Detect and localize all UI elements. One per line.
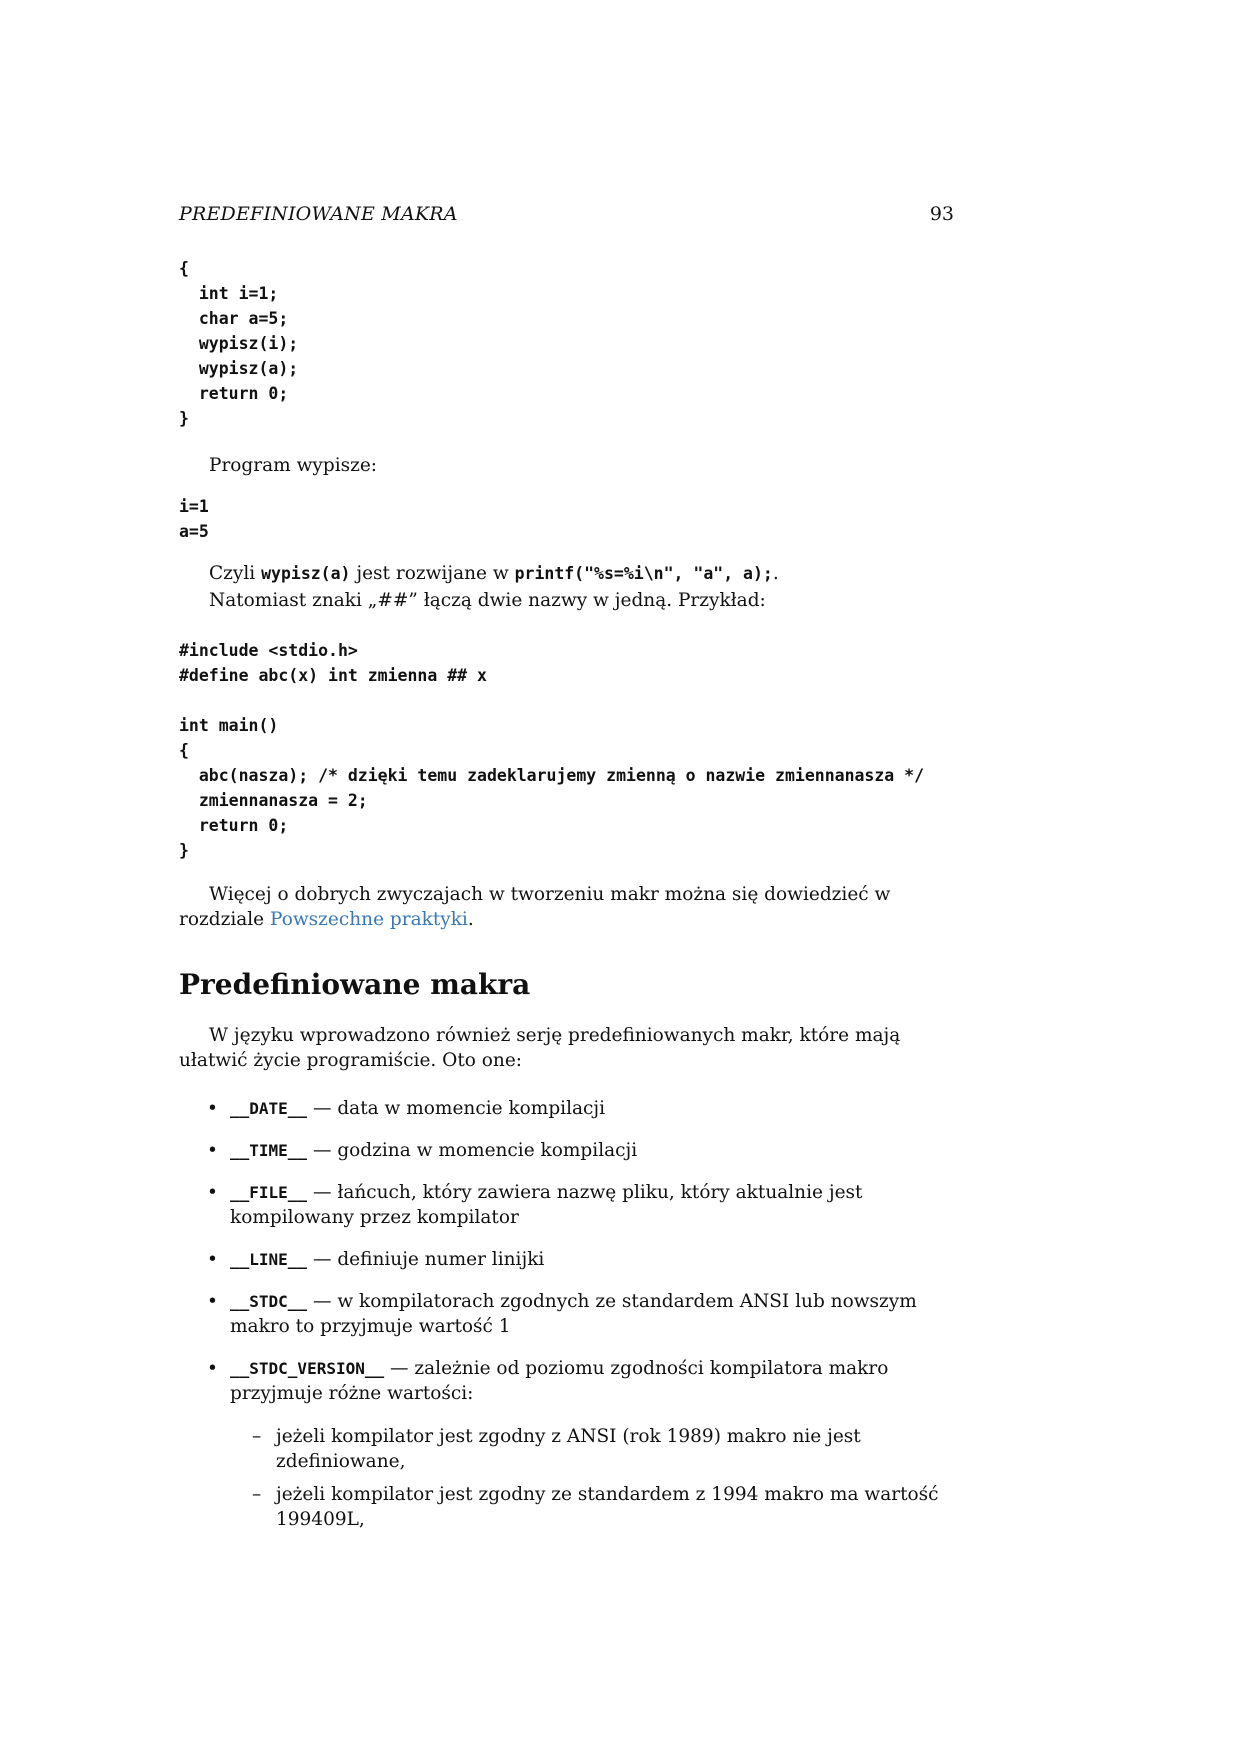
list-item-stdc-version xyxy=(179,1356,954,1406)
list-item-line xyxy=(179,1247,954,1272)
macro-name-stdc: __STDC__ xyxy=(230,1292,308,1311)
sublist-text-1994: jeżeli kompilator jest zgodny ze standardem z 1994 makro ma wartość 199409L, xyxy=(276,1484,939,1530)
paragraph-more-info xyxy=(179,882,954,932)
bullet-icon: • xyxy=(207,1249,218,1270)
stdc-version-sublist xyxy=(179,1424,954,1532)
bullet-icon: • xyxy=(207,1182,218,1203)
link-powszechne-praktyki[interactable]: Powszechne praktyki xyxy=(270,909,468,930)
bullet-icon: • xyxy=(207,1098,218,1119)
list-item-file xyxy=(179,1180,954,1230)
paragraph-expansion xyxy=(179,561,954,586)
paragraph-concatenation: Natomiast znaki „##” łączą dwie nazwy w jedną. Przykład: xyxy=(209,590,766,611)
macro-name-time: __TIME__ xyxy=(230,1141,308,1160)
macro-desc-stdc-version: — zależnie od poziomu zgodności kompilatora makro przyjmuje różne wartości: xyxy=(230,1358,889,1404)
dash-marker: – xyxy=(252,1484,262,1505)
running-title: PREDEFINIOWANE MAKRA xyxy=(179,203,458,225)
macro-name-date: __DATE__ xyxy=(230,1099,308,1118)
list-item-date xyxy=(179,1096,954,1121)
list-item-time xyxy=(179,1138,954,1163)
dash-marker: – xyxy=(252,1426,262,1447)
text-rozwijane: jest rozwijane w xyxy=(350,563,515,584)
macro-desc-stdc: — w kompilatorach zgodnych ze standardem ANSI lub nowszym makro to przyjmuje wartość 1 xyxy=(230,1291,917,1337)
list-item-stdc xyxy=(179,1289,954,1339)
bullet-icon: • xyxy=(207,1140,218,1161)
running-header xyxy=(179,203,954,231)
macro-desc-date: — data w momencie kompilacji xyxy=(307,1098,606,1119)
bullet-icon: • xyxy=(207,1358,218,1379)
macro-desc-line: — definiuje numer linijki xyxy=(307,1249,545,1270)
inline-code-printf: printf("%s=%i\n", "a", a); xyxy=(514,564,773,583)
section-heading: Predefiniowane makra xyxy=(179,968,531,1001)
macro-name-file: __FILE__ xyxy=(230,1183,308,1202)
page-number: 93 xyxy=(929,203,954,225)
macro-name-stdc-version: __STDC_VERSION__ xyxy=(230,1359,385,1378)
text-wiecej: Więcej o dobrych zwyczajach w tworzeniu makr można się dowiedzieć w rozdziale xyxy=(179,884,891,930)
bullet-icon: • xyxy=(207,1291,218,1312)
code-block-main-body: { int i=1; char a=5; wypisz(i); wypisz(a); return 0; } xyxy=(179,259,299,428)
inline-code-wypisz: wypisz(a) xyxy=(261,564,351,583)
text-czyli: Czyli xyxy=(209,563,262,584)
code-block-output: i=1 a=5 xyxy=(179,497,209,541)
text-link-period: . xyxy=(467,909,474,930)
text-period: . xyxy=(772,563,779,584)
macro-desc-time: — godzina w momencie kompilacji xyxy=(307,1140,638,1161)
macro-list xyxy=(179,1096,954,1406)
macro-name-line: __LINE__ xyxy=(230,1250,308,1269)
sublist-item-ansi xyxy=(179,1424,954,1474)
paragraph-program-output: Program wypisze: xyxy=(209,455,378,476)
paragraph-intro: W języku wprowadzono również serję predefiniowanych makr, które mają ułatwić życie programiście. Oto one: xyxy=(179,1025,901,1071)
macro-desc-file: — łańcuch, który zawiera nazwę pliku, który aktualnie jest kompilowany przez kompilator xyxy=(230,1182,863,1228)
code-block-concat-example: #include <stdio.h> #define abc(x) int zmienna ## x int main() { abc(nasza); /* dzięki temu zadeklarujemy zmienną o nazwie zmiennanasza */ zmiennanasza = 2; return 0; } xyxy=(179,641,925,860)
sublist-text-ansi: jeżeli kompilator jest zgodny z ANSI (rok 1989) makro nie jest zdefiniowane, xyxy=(276,1426,861,1472)
sublist-item-1994 xyxy=(179,1482,954,1532)
